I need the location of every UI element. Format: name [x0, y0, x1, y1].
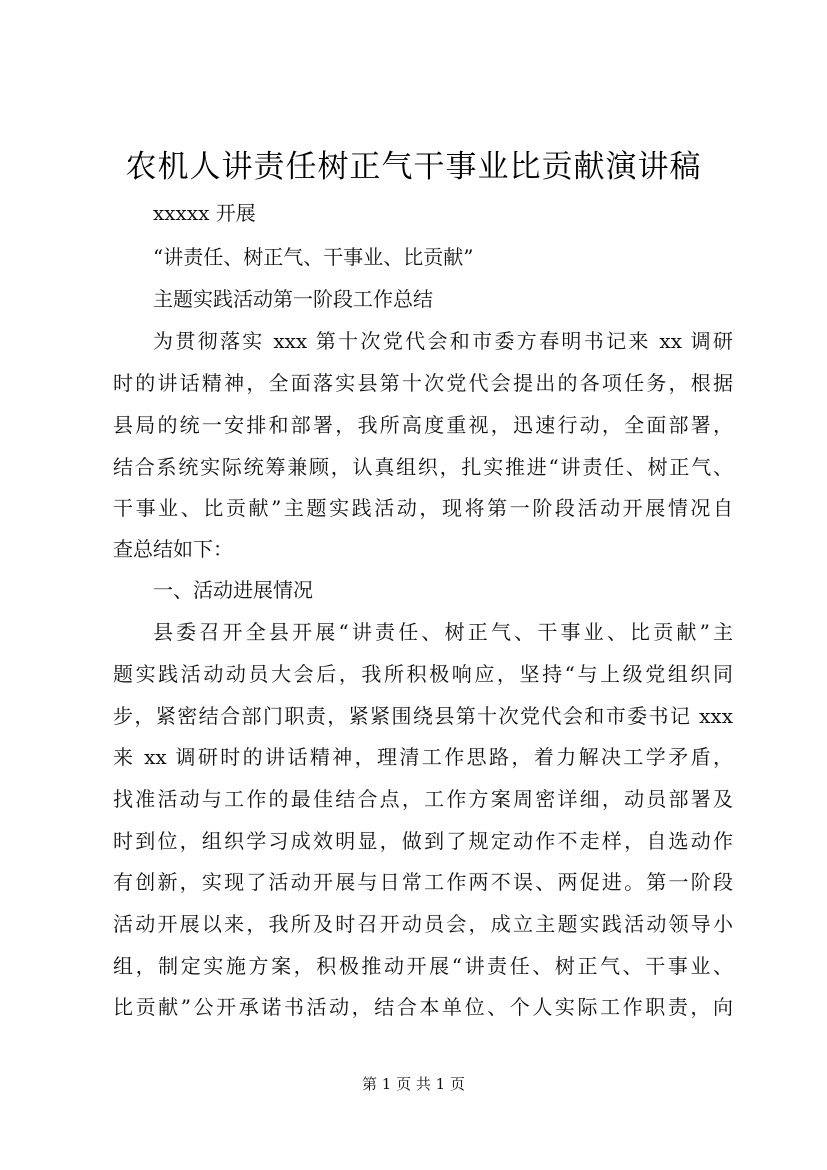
text-line: 县局的统一安排和部署，我所高度重视，迅速行动，全面部署，: [113, 413, 733, 437]
text-line: 结合系统实际统筹兼顾，认真组织，扎实推进“讲责任、树正气、: [113, 455, 733, 479]
text-line: 找准活动与工作的最佳结合点，工作方案周密详细，动员部署及: [113, 787, 733, 811]
text-line: 组，制定实施方案，积极推动开展“讲责任、树正气、干事业、: [113, 954, 733, 978]
text-line: 干事业、比贡献”主题实践活动，现将第一阶段活动开展情况自: [113, 496, 733, 520]
text-line: 题实践活动动员大会后，我所积极响应，坚持“与上级党组织同: [113, 662, 733, 686]
document-title: 农机人讲责任树正气干事业比贡献演讲稿: [125, 149, 702, 185]
text-line: 活动开展以来，我所及时召开动员会，成立主题实践活动领导小: [113, 912, 733, 936]
text-line: 步，紧密结合部门职责，紧紧围绕县第十次党代会和市委书记 xxx: [113, 704, 733, 728]
text-line: 时的讲话精神，全面落实县第十次党代会提出的各项任务，根据: [113, 371, 733, 395]
text-line: 为贯彻落实 xxx 第十次党代会和市委方春明书记来 xx 调研: [153, 329, 733, 353]
text-line: 主题实践活动第一阶段工作总结: [153, 287, 433, 311]
page-number: 第 1 页 共 1 页: [362, 1075, 465, 1093]
text-line: 来 xx 调研时的讲话精神，理清工作思路，着力解决工学矛盾，: [113, 745, 733, 769]
text-line: 比贡献”公开承诺书活动，结合本单位、个人实际工作职责，向: [113, 995, 733, 1019]
text-line: 有创新，实现了活动开展与日常工作两不误、两促进。第一阶段: [113, 870, 733, 894]
text-line: 查总结如下：: [113, 537, 233, 561]
text-line: xxxxx 开展: [153, 201, 256, 225]
text-line: “讲责任、树正气、干事业、比贡献”: [153, 245, 474, 269]
section-heading: 一、活动进展情况: [153, 578, 313, 602]
text-line: 时到位，组织学习成效明显，做到了规定动作不走样，自选动作: [113, 829, 733, 853]
text-line: 县委召开全县开展“讲责任、树正气、干事业、比贡献”主: [153, 620, 733, 644]
